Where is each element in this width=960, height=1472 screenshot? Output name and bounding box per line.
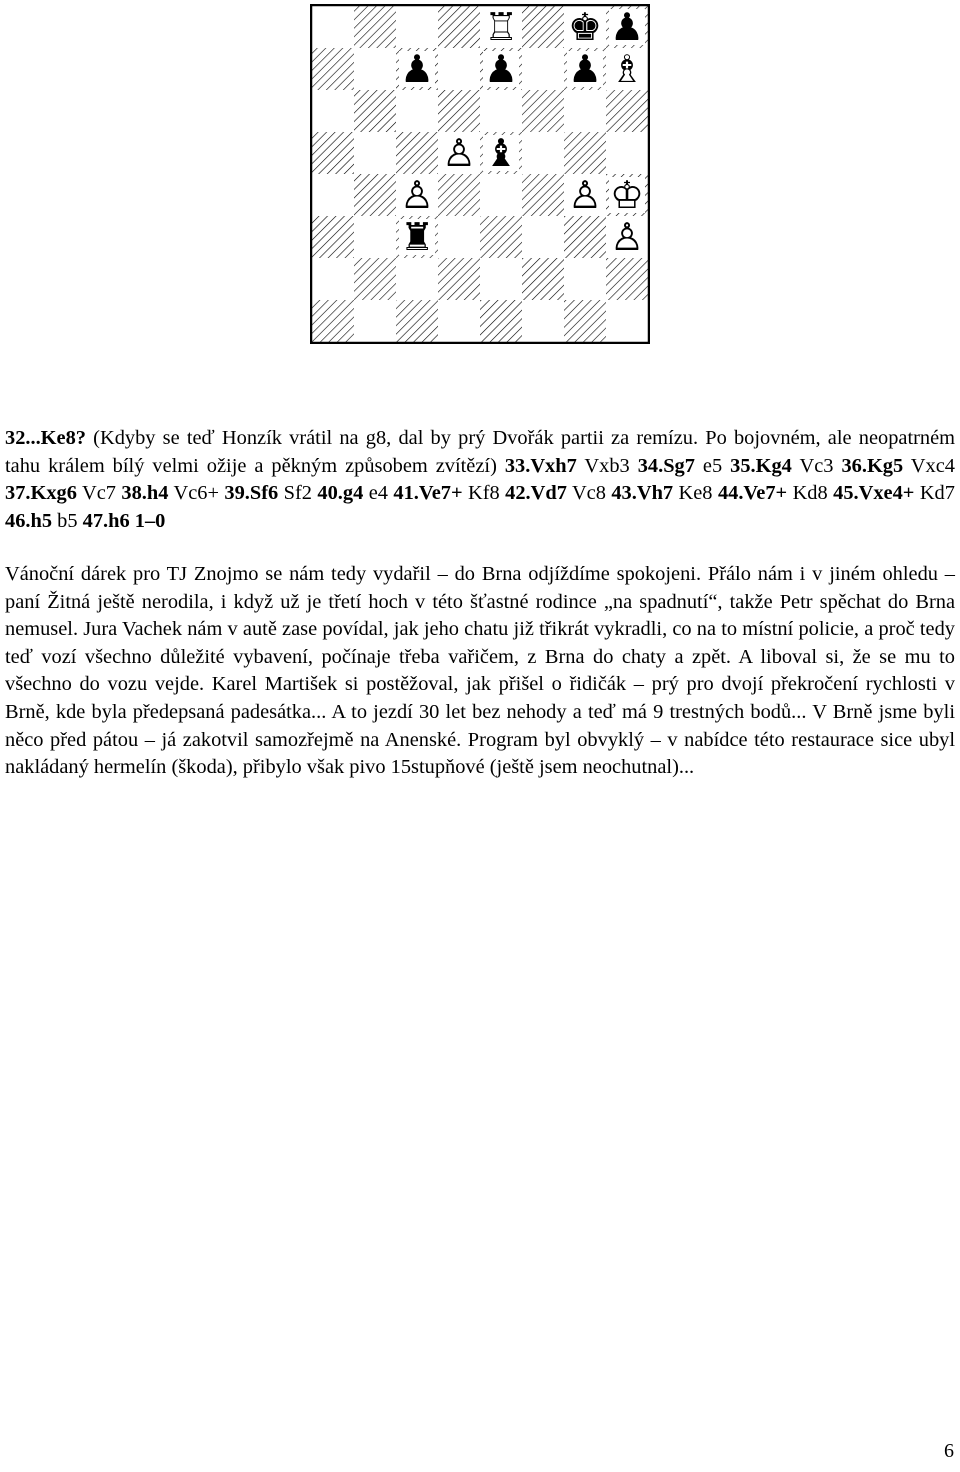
light-square bbox=[312, 6, 354, 48]
black-bishop-icon: ♝ bbox=[483, 131, 519, 175]
light-square bbox=[396, 90, 438, 132]
dark-square bbox=[606, 90, 648, 132]
light-square bbox=[354, 132, 396, 174]
move: 45.Vxe4+ bbox=[833, 482, 915, 505]
black-pawn-icon: ♟ bbox=[609, 5, 645, 49]
light-square bbox=[522, 132, 564, 174]
chess-diagram bbox=[310, 4, 650, 344]
light-square bbox=[480, 174, 522, 216]
dark-square bbox=[564, 300, 606, 342]
move-reply: Vxc4 bbox=[903, 454, 955, 477]
light-square bbox=[312, 258, 354, 300]
light-square bbox=[438, 300, 480, 342]
move-reply: b5 bbox=[52, 509, 83, 532]
dark-square bbox=[480, 300, 522, 342]
move-reply: Ke8 bbox=[673, 482, 718, 505]
light-square bbox=[606, 132, 648, 174]
move: 46.h5 bbox=[5, 509, 53, 532]
light-square bbox=[396, 258, 438, 300]
dark-square bbox=[522, 90, 564, 132]
white-pawn-icon: ♙ bbox=[399, 173, 435, 217]
white-pawn-icon: ♙ bbox=[567, 173, 603, 217]
light-square bbox=[438, 216, 480, 258]
dark-square bbox=[438, 174, 480, 216]
black-pawn-icon: ♟ bbox=[399, 47, 435, 91]
black-pawn-icon: ♟ bbox=[483, 47, 519, 91]
move: 33.Vxh7 bbox=[504, 454, 577, 477]
move-reply: Vc3 bbox=[791, 454, 842, 477]
light-square bbox=[606, 300, 648, 342]
move: 36.Kg5 bbox=[841, 454, 904, 477]
black-rook-icon: ♜ bbox=[399, 215, 435, 259]
move: 44.Ve7+ bbox=[717, 482, 788, 505]
move-final: 47.h6 1–0 bbox=[82, 509, 166, 532]
dark-square bbox=[354, 6, 396, 48]
dark-square bbox=[312, 48, 354, 90]
dark-square bbox=[312, 132, 354, 174]
move: 38.h4 bbox=[121, 482, 169, 505]
move-reply: Vc8 bbox=[566, 482, 612, 505]
white-pawn-icon: ♙ bbox=[441, 131, 477, 175]
white-king-icon: ♔ bbox=[609, 173, 645, 217]
light-square bbox=[312, 174, 354, 216]
light-square bbox=[396, 6, 438, 48]
dark-square bbox=[480, 216, 522, 258]
move: 41.Ve7+ bbox=[393, 482, 463, 505]
game-moves-paragraph bbox=[5, 425, 955, 535]
white-rook-icon: ♖ bbox=[483, 5, 519, 49]
move-reply: Vc7 bbox=[76, 482, 122, 505]
dark-square bbox=[438, 258, 480, 300]
light-square bbox=[522, 48, 564, 90]
page-number: 6 bbox=[944, 1440, 954, 1462]
light-square bbox=[480, 258, 522, 300]
move: 39.Sf6 bbox=[224, 482, 279, 505]
move: 32...Ke8? bbox=[5, 427, 86, 449]
dark-square bbox=[522, 174, 564, 216]
move-reply: Sf2 bbox=[278, 482, 318, 505]
dark-square bbox=[564, 216, 606, 258]
move-reply: Kf8 bbox=[462, 482, 506, 505]
dark-square bbox=[522, 258, 564, 300]
dark-square bbox=[564, 132, 606, 174]
light-square bbox=[354, 300, 396, 342]
dark-square bbox=[606, 258, 648, 300]
move-reply: Kd8 bbox=[787, 482, 834, 505]
narrative-paragraph: Vánoční dárek pro TJ Znojmo se nám tedy vydařil – do Brna odjíždíme spokojeni. Přálo nám i v jiném ohledu – paní Žitná ještě nerodila, i když už je třetí hoch v této šťastné rodince „na spadnutí“, takže Petr spěchat do Brna nemusel. Jura Vachek nám v autě zase povídal, jak jeho chatu již třikrát vykradli, co na to místní policie, a proč tedy teď vozí všechno důležité vybavení, počínaje třeba vařičem, z Brna do chaty a zpět. A liboval si, že se mu to všechno do vozu vejde. Karel Martišek si postěžoval, jak přišel o řidičák – prý pro dvojí překročení rychlosti v Brně, kde byla předepsaná padesátka... A to jezdí 30 let bez nehody a teď má 9 trestných bodů... V Brně jsme byli něco před pátou – já zakotvil samozřejmě na Anenské. Program byl obvyklý – v nabídce této restaurace sice ubyl nakládaný hermelín (škoda), přibylo však pivo 15stupňové (ještě jsem neochutnal)... bbox=[5, 563, 955, 779]
dark-square bbox=[438, 6, 480, 48]
comment: (Kdyby se teď Honzík vrátil na g8, dal by prý Dvořák partii za remízu. Po bojovném, ale neopatrném tahu králem bílý velmi ožije a pěkným způsobem zvítězí) bbox=[5, 427, 955, 477]
move: 35.Kg4 bbox=[730, 454, 792, 477]
dark-square bbox=[312, 216, 354, 258]
move-reply: Vc6+ bbox=[168, 482, 225, 505]
move-reply: Kd7 bbox=[914, 482, 955, 505]
dark-square bbox=[312, 300, 354, 342]
move-reply: e5 bbox=[694, 454, 731, 477]
white-bishop-icon: ♗ bbox=[609, 47, 645, 91]
move: 37.Kxg6 bbox=[5, 482, 77, 505]
move-reply: Vxb3 bbox=[576, 454, 638, 477]
dark-square bbox=[354, 258, 396, 300]
light-square bbox=[480, 90, 522, 132]
light-square bbox=[522, 216, 564, 258]
black-king-icon: ♚ bbox=[567, 5, 603, 49]
dark-square bbox=[354, 90, 396, 132]
chess-board bbox=[310, 4, 650, 344]
black-pawn-icon: ♟ bbox=[567, 47, 603, 91]
move: 34.Sg7 bbox=[637, 454, 695, 477]
dark-square bbox=[396, 132, 438, 174]
move: 40.g4 bbox=[317, 482, 364, 505]
dark-square bbox=[354, 174, 396, 216]
light-square bbox=[354, 48, 396, 90]
move: 43.Vh7 bbox=[611, 482, 674, 505]
light-square bbox=[522, 300, 564, 342]
white-pawn-icon: ♙ bbox=[609, 215, 645, 259]
light-square bbox=[564, 258, 606, 300]
dark-square bbox=[438, 90, 480, 132]
light-square bbox=[354, 216, 396, 258]
move: 42.Vd7 bbox=[505, 482, 567, 505]
move-reply: e4 bbox=[363, 482, 394, 505]
dark-square bbox=[396, 300, 438, 342]
light-square bbox=[438, 48, 480, 90]
light-square bbox=[564, 90, 606, 132]
dark-square bbox=[522, 6, 564, 48]
light-square bbox=[312, 90, 354, 132]
